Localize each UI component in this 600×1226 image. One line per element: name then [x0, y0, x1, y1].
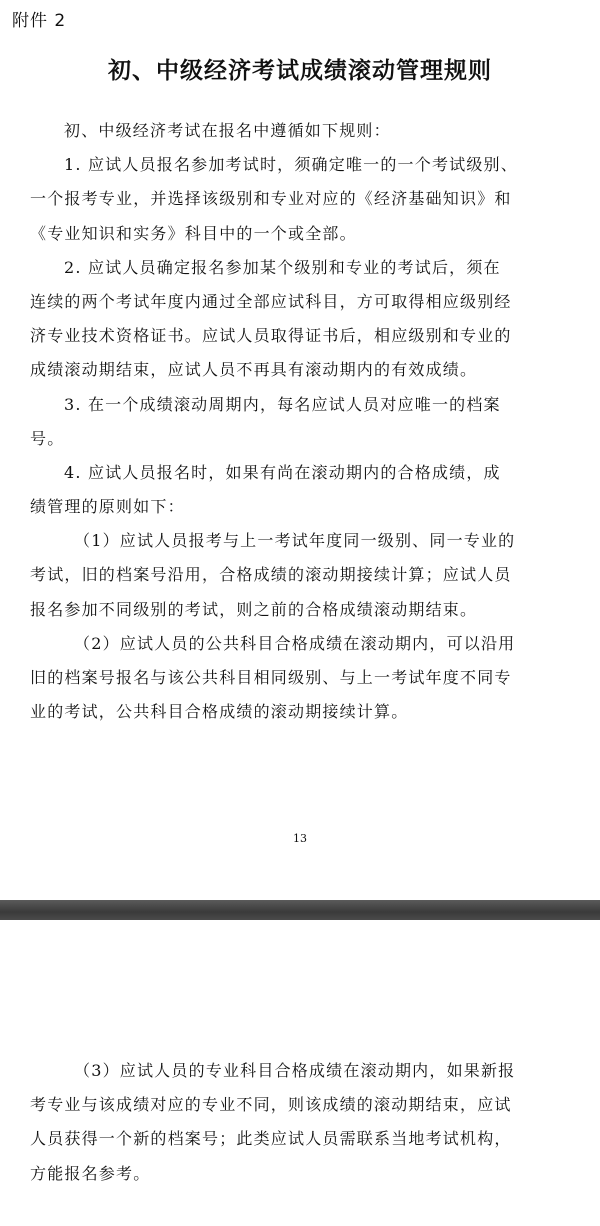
paragraph-line: 连续的两个考试年度内通过全部应试科目，方可取得相应级别经 [30, 291, 512, 311]
paragraph-line: 一个报考专业，并选择该级别和专业对应的《经济基础知识》和 [30, 189, 512, 209]
paragraph-line: 号。 [30, 428, 65, 448]
paragraph-line: 方能报名参考。 [30, 1163, 151, 1183]
document-body [30, 114, 572, 729]
paragraph-line: 初、中级经济考试在报名中遵循如下规则： [64, 121, 391, 140]
paragraph-line: 考试，旧的档案号沿用，合格成绩的滚动期接续计算；应试人员 [30, 565, 512, 585]
paragraph-line: 人员获得一个新的档案号；此类应试人员需联系当地考试机构， [30, 1129, 512, 1149]
paragraph-line: 3. 在一个成绩滚动周期内，每名应试人员对应唯一的档案 [64, 394, 501, 414]
paragraph-line: 考专业与该成绩对应的专业不同，则该成绩的滚动期结束，应试 [30, 1095, 512, 1115]
paragraph-line: （3）应试人员的专业科目合格成绩在滚动期内，如果新报 [74, 1061, 516, 1080]
paragraph-line: （1）应试人员报考与上一考试年度同一级别、同一专业的 [74, 531, 516, 551]
paragraph-line: 1. 应试人员报名参加考试时，须确定唯一的一个考试级别、 [64, 155, 518, 175]
attachment-label: 附件 2 [12, 11, 67, 31]
paragraph-line: 《专业知识和实务》科目中的一个或全部。 [30, 223, 357, 243]
document-body-continued [30, 1054, 572, 1191]
paragraph-line: 业的考试，公共科目合格成绩的滚动期接续计算。 [30, 702, 409, 722]
paragraph-line: 报名参加不同级别的考试，则之前的合格成绩滚动期结束。 [30, 599, 478, 619]
paragraph-line: 2. 应试人员确定报名参加某个级别和专业的考试后，须在 [64, 257, 501, 277]
document-title: 初、中级经济考试成绩滚动管理规则 [108, 58, 492, 84]
paragraph-line: 绩管理的原则如下： [30, 497, 185, 517]
paragraph-line: 济专业技术资格证书。应试人员取得证书后，相应级别和专业的 [30, 326, 512, 346]
page-number: 13 [293, 832, 307, 845]
paragraph-line: 4. 应试人员报名时，如果有尚在滚动期内的合格成绩，成 [64, 462, 501, 482]
paragraph-line: 成绩滚动期结束，应试人员不再具有滚动期内的有效成绩。 [30, 360, 478, 380]
page-separator [0, 900, 600, 920]
paragraph-line: 旧的档案号报名与该公共科目相同级别、与上一考试年度不同专 [30, 668, 512, 687]
paragraph-line: （2）应试人员的公共科目合格成绩在滚动期内，可以沿用 [74, 633, 516, 653]
